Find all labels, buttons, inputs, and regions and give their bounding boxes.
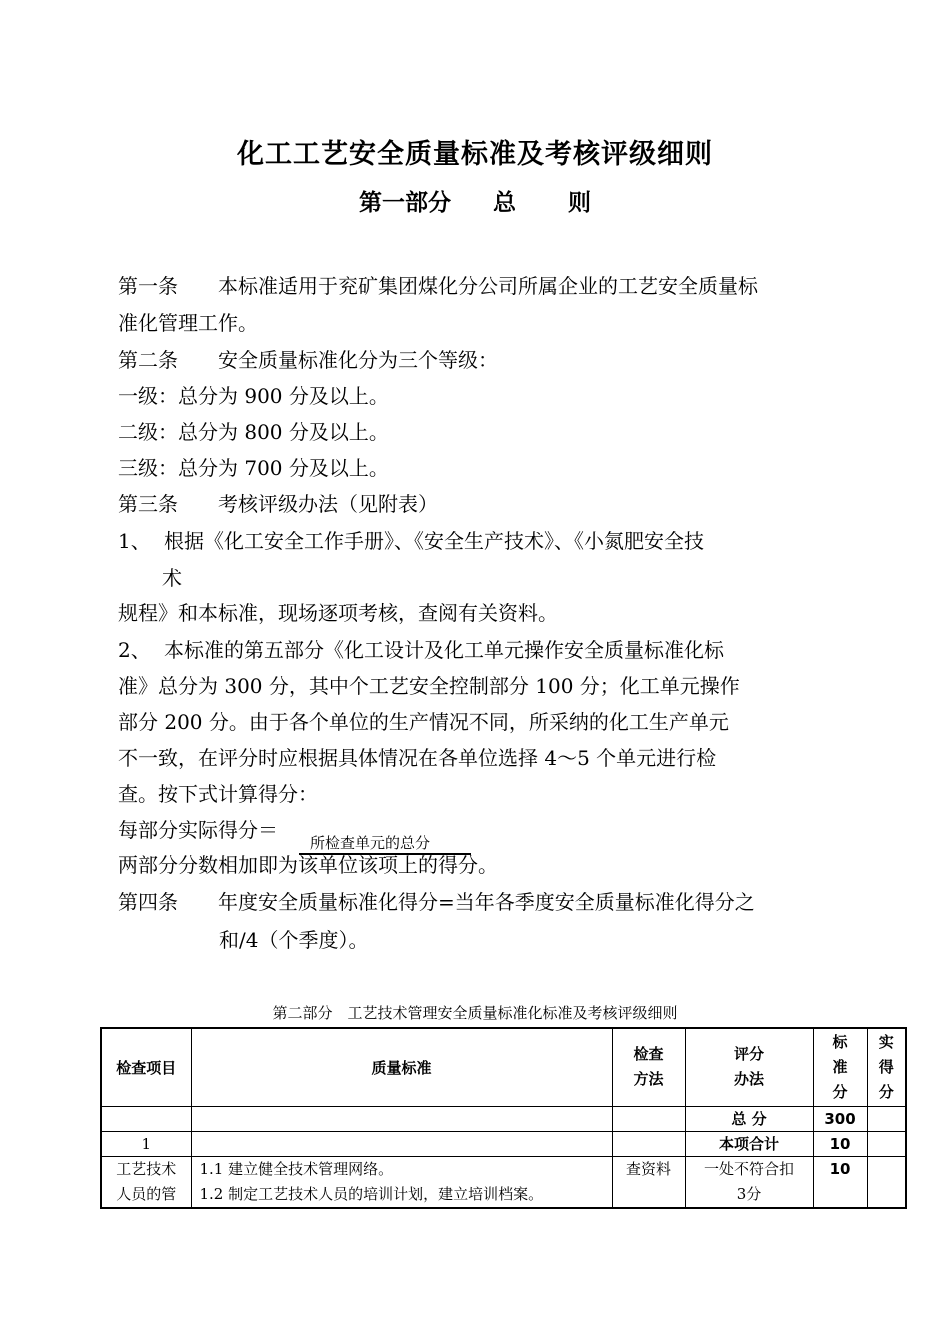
standards-table [100,1027,907,1209]
header-std-b: 准 [832,1057,848,1076]
header-method-a: 检查 [633,1045,664,1064]
header-score [685,1028,813,1106]
subtotal-actual [867,1131,906,1156]
article-4-label: 第四条 [118,890,178,914]
formula-numerator: 所检查单元的总分 [310,834,431,852]
row-1-standard-b: 1.2 制定工艺技术人员的培训计划，建立培训档案。 [199,1184,544,1203]
header-score-a: 评分 [733,1045,764,1064]
header-score-b: 办法 [733,1070,764,1089]
item-1-cont: 规程》和本标准，现场逐项考核，查阅有关资料。 [118,601,558,625]
section-1-name [101,1156,191,1208]
subtotal-empty-1 [191,1131,612,1156]
section-1-subtotal-row [101,1131,906,1156]
level-1: 一级：总分为 900 分及以上。 [118,384,389,408]
section-1-subtotal-value: 10 [813,1131,867,1156]
row-1-score-a: 一处不符合扣 [703,1159,794,1178]
header-standard: 质量标准 [191,1028,612,1106]
item-2-line-3: 部分 200 分。由于各个单位的生产情况不同，所采纳的化工生产单元 [118,710,729,734]
article-3 [118,491,438,517]
section-1-name-a: 工艺技术 [116,1159,177,1178]
total-value: 300 [813,1106,867,1131]
item-2-line-4: 不一致，在评分时应根据具体情况在各单位选择 4～5 个单元进行检 [118,746,717,770]
table-row [101,1156,906,1208]
header-act-a: 实 [878,1032,894,1051]
subtitle-word-1: 总 [493,190,516,216]
item-2-num: 2、 [118,638,151,662]
article-1-text: 本标准适用于兖矿集团煤化分公司所属企业的工艺安全质量标 [218,274,758,298]
level-3: 三级：总分为 700 分及以上。 [118,456,389,480]
row-1-value: 10 [813,1156,867,1208]
total-empty-2 [191,1106,612,1131]
article-1-cont: 准化管理工作。 [118,311,258,335]
row-1-score-method [685,1156,813,1208]
formula-after: 两部分分数相加即为该单位该项上的得分。 [118,853,498,877]
header-std-score [813,1028,867,1106]
item-1 [118,528,704,554]
header-std-a: 标 [832,1032,848,1051]
article-3-text: 考核评级办法（见附表） [218,492,438,516]
item-1-wrap: 术 [162,566,182,590]
article-2-label: 第二条 [118,348,178,372]
row-1-standard [191,1156,612,1208]
subtitle-word-2: 则 [568,190,591,216]
row-1-actual [867,1156,906,1208]
header-item: 检查项目 [101,1028,191,1106]
article-2 [118,347,498,373]
document-title: 化工工艺安全质量标准及考核评级细则 [237,139,713,170]
header-std-c: 分 [832,1082,848,1101]
section-1-subtotal-label: 本项合计 [685,1131,813,1156]
item-1-num: 1、 [118,529,151,553]
article-3-label: 第三条 [118,492,178,516]
total-empty-1 [101,1106,191,1131]
article-4-cont: 和/4（个季度）。 [219,928,369,952]
header-method [612,1028,685,1106]
header-act-c: 分 [878,1082,894,1101]
header-actual-score [867,1028,906,1106]
total-row [101,1106,906,1131]
row-1-score-b: 3分 [736,1184,762,1203]
subtitle-part: 第一部分 [359,190,451,216]
header-act-b: 得 [878,1057,894,1076]
subtotal-empty-2 [612,1131,685,1156]
section-1-name-b: 人员的管 [116,1184,177,1203]
level-2: 二级：总分为 800 分及以上。 [118,420,389,444]
item-2 [118,637,724,663]
item-1-text: 根据《化工安全工作手册》、《安全生产技术》、《小氮肥安全技 [164,529,704,553]
article-1 [118,273,758,299]
section-1-num: 1 [101,1131,191,1156]
total-actual [867,1106,906,1131]
item-2-line-5: 查。按下式计算得分： [118,782,318,806]
row-1-method: 查资料 [612,1156,685,1208]
article-2-text: 安全质量标准化分为三个等级： [218,348,498,372]
total-empty-3 [612,1106,685,1131]
formula-left: 每部分实际得分＝ [118,818,278,842]
table-header-row [101,1028,906,1106]
item-2-line-2: 准》总分为 300 分，其中个工艺安全控制部分 100 分；化工单元操作 [118,674,740,698]
item-2-text: 本标准的第五部分《化工设计及化工单元操作安全质量标准化标 [164,638,724,662]
article-1-label: 第一条 [118,274,178,298]
header-method-b: 方法 [633,1070,664,1089]
total-label: 总 分 [685,1106,813,1131]
article-4-text: 年度安全质量标准化得分=当年各季度安全质量标准化得分之 [218,890,755,914]
part2-caption: 第二部分 工艺技术管理安全质量标准化标准及考核评级细则 [272,1004,678,1022]
part1-subtitle [0,184,950,217]
row-1-standard-a: 1.1 建立健全技术管理网络。 [199,1159,394,1178]
article-4 [118,889,755,915]
